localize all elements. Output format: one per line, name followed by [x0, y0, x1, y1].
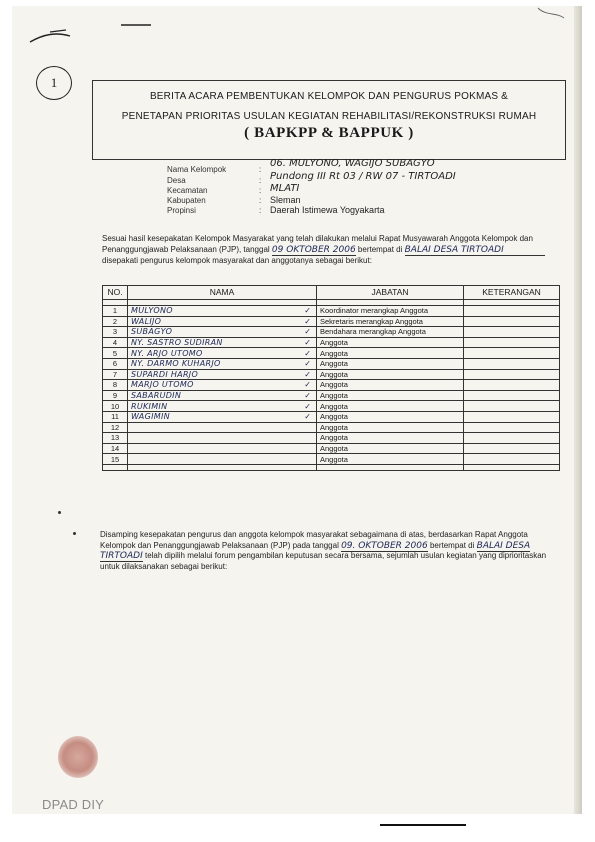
intro-text-b: bertempat di — [357, 244, 403, 254]
title-line-1: BERITA ACARA PEMBENTUKAN KELOMPOK DAN PENGURUS POKMAS & — [149, 91, 509, 102]
members-table — [102, 285, 560, 471]
row-number: 4 — [103, 337, 128, 348]
row-number: 6 — [103, 358, 128, 369]
member-name: NY. DARMO KUHARJO — [131, 359, 221, 369]
archive-seal-logo — [58, 736, 98, 778]
member-remarks — [464, 358, 560, 369]
colon: : — [259, 196, 262, 205]
member-remarks — [464, 327, 560, 338]
member-name-cell — [128, 390, 317, 401]
member-position: Anggota — [317, 422, 464, 433]
row-number: 8 — [103, 380, 128, 391]
archive-watermark: DPAD DIY — [42, 797, 105, 812]
table-row — [103, 422, 560, 433]
member-position: Anggota — [317, 348, 464, 359]
member-remarks — [464, 306, 560, 317]
member-name-cell — [128, 401, 317, 412]
priority-meeting-date: 09. OKTOBER 2006 — [341, 540, 428, 551]
check-mark-icon: ✓ — [304, 327, 311, 337]
check-mark-icon: ✓ — [304, 306, 311, 316]
check-mark-icon: ✓ — [304, 338, 311, 348]
member-name: WALIJO — [131, 316, 162, 326]
title-acronym: ( BAPKPP & BAPPUK ) — [244, 125, 414, 141]
row-number: 7 — [103, 369, 128, 380]
member-remarks — [464, 316, 560, 327]
member-name-cell — [128, 316, 317, 327]
row-number: 2 — [103, 316, 128, 327]
member-position: Anggota — [317, 369, 464, 380]
label-desa: Desa — [167, 176, 186, 185]
table-row — [103, 337, 560, 348]
header-no: NO. — [103, 286, 128, 300]
row-number: 14 — [103, 443, 128, 454]
table-row — [103, 443, 560, 454]
closing-text-b: bertempat di — [429, 540, 475, 550]
value-propinsi: Daerah Istimewa Yogyakarta — [270, 205, 385, 215]
bottom-rule — [380, 824, 466, 826]
table-row — [103, 369, 560, 380]
row-number: 3 — [103, 327, 128, 338]
value-kecamatan: MLATI — [270, 183, 300, 194]
member-position: Anggota — [317, 411, 464, 422]
member-name: NY. ARJO UTOMO — [131, 348, 203, 358]
table-row — [103, 380, 560, 391]
document-number: 1 — [36, 66, 72, 100]
margin-dot — [58, 511, 61, 514]
value-kabupaten: Sleman — [270, 195, 301, 205]
corner-mark — [532, 6, 572, 22]
title-line-2: PENETAPAN PRIORITAS USULAN KEGIATAN REHABILITASI/REKONSTRUKSI RUMAH — [121, 111, 537, 122]
member-remarks — [464, 348, 560, 359]
member-remarks — [464, 454, 560, 465]
value-nama-kelompok: 06. MULYONO, WAGIJO SUBAGYO — [270, 158, 435, 169]
table-row — [103, 454, 560, 465]
member-name: NY. SASTRO SUDIRAN — [131, 338, 223, 348]
member-remarks — [464, 411, 560, 422]
check-mark-icon: ✓ — [304, 348, 311, 358]
member-name-cell — [128, 422, 317, 433]
member-position: Anggota — [317, 443, 464, 454]
table-row — [103, 348, 560, 359]
meeting-date: 09 OKTOBER 2006 — [271, 244, 356, 255]
row-number: 10 — [103, 401, 128, 412]
colon: : — [259, 186, 262, 195]
table-row — [103, 411, 560, 422]
check-mark-icon: ✓ — [304, 316, 311, 326]
colon: : — [259, 176, 262, 185]
header-keterangan: KETERANGAN — [464, 286, 560, 300]
row-number: 11 — [103, 411, 128, 422]
value-desa: Pundong III Rt 03 / RW 07 - TIRTOADI — [270, 171, 456, 182]
row-number: 5 — [103, 348, 128, 359]
member-remarks — [464, 337, 560, 348]
member-position: Sekretaris merangkap Anggota — [317, 316, 464, 327]
member-name: WAGIMIN — [131, 412, 170, 422]
colon: : — [259, 206, 262, 215]
member-remarks — [464, 369, 560, 380]
document-page — [12, 6, 582, 814]
check-mark-icon: ✓ — [304, 391, 311, 401]
label-kecamatan: Kecamatan — [167, 186, 208, 195]
table-row — [103, 316, 560, 327]
member-name-cell — [128, 369, 317, 380]
member-remarks — [464, 422, 560, 433]
check-mark-icon: ✓ — [304, 380, 311, 390]
table-row — [103, 327, 560, 338]
member-name-cell — [128, 411, 317, 422]
member-remarks — [464, 401, 560, 412]
member-remarks — [464, 390, 560, 401]
check-mark-icon: ✓ — [304, 359, 311, 369]
member-position: Koordinator merangkap Anggota — [317, 306, 464, 317]
header-jabatan: JABATAN — [317, 286, 464, 300]
margin-dot — [73, 532, 76, 535]
member-name: SABARUDIN — [131, 391, 182, 401]
spacer-row — [103, 464, 560, 470]
label-nama-kelompok: Nama Kelompok — [167, 165, 227, 174]
member-remarks — [464, 433, 560, 444]
check-mark-icon: ✓ — [304, 412, 311, 422]
closing-paragraph — [100, 530, 557, 572]
member-position: Anggota — [317, 380, 464, 391]
member-name-cell — [128, 454, 317, 465]
priority-meeting-place: BALAI DESA TIRTOADI — [100, 540, 531, 561]
intro-text-c: disepakati pengurus kelompok masyarakat dan anggotanya sebagai berikut: — [102, 256, 372, 265]
label-kabupaten: Kabupaten — [167, 196, 206, 205]
member-name: MULYONO — [131, 306, 173, 316]
table-header-row — [103, 286, 560, 300]
member-position: Anggota — [317, 390, 464, 401]
check-mark-icon: ✓ — [304, 369, 311, 379]
table-row — [103, 433, 560, 444]
check-mark-icon: ✓ — [304, 401, 311, 411]
member-name: SUPARDI HARJO — [131, 369, 199, 379]
colon: : — [259, 165, 262, 174]
row-number: 1 — [103, 306, 128, 317]
page-edge-shadow — [574, 6, 582, 814]
member-name-cell — [128, 306, 317, 317]
member-name: SUBAGYO — [131, 327, 173, 337]
meeting-place: BALAI DESA TIRTOADI — [405, 245, 545, 257]
row-number: 13 — [103, 433, 128, 444]
member-position: Anggota — [317, 433, 464, 444]
member-name-cell — [128, 443, 317, 454]
member-name-cell — [128, 433, 317, 444]
member-remarks — [464, 443, 560, 454]
table-row — [103, 358, 560, 369]
pen-scribble-mark — [26, 20, 166, 46]
title-box — [92, 80, 566, 160]
intro-text-a: Sesuai hasil kesepakatan Kelompok Masyarakat yang telah dilakukan melalui Rapat Musyawarah Anggota Kelompok dan Penanggungjawab Pelaksanaan (PJP), tanggal — [102, 234, 533, 254]
member-name-cell — [128, 327, 317, 338]
member-name-cell — [128, 380, 317, 391]
row-number: 15 — [103, 454, 128, 465]
member-name-cell — [128, 337, 317, 348]
member-name-cell — [128, 358, 317, 369]
table-row — [103, 306, 560, 317]
member-position: Anggota — [317, 401, 464, 412]
member-position: Anggota — [317, 454, 464, 465]
member-name: RUKIMIN — [131, 401, 168, 411]
label-propinsi: Propinsi — [167, 206, 196, 215]
header-nama: NAMA — [128, 286, 317, 300]
row-number: 9 — [103, 390, 128, 401]
closing-text-c: telah dipilih melalui forum pengambilan keputusan secara bersama, sejumlah usulan kegiatan yang diprioritaskan untuk dilaksanakan sebagai berikut: — [100, 551, 547, 571]
member-remarks — [464, 380, 560, 391]
member-position: Anggota — [317, 358, 464, 369]
row-number: 12 — [103, 422, 128, 433]
member-position: Anggota — [317, 337, 464, 348]
table-row — [103, 401, 560, 412]
member-name: MARJO UTOMO — [131, 380, 194, 390]
closing-text-a: Disamping kesepakatan pengurus dan anggota kelompok masyarakat sebagaimana di atas, berdasarkan Rapat Anggota Kelompok dan Penanggungjawab Pelaksanaan (PJP) pada tanggal — [100, 530, 528, 550]
member-name-cell — [128, 348, 317, 359]
member-position: Bendahara merangkap Anggota — [317, 327, 464, 338]
table-row — [103, 390, 560, 401]
intro-paragraph — [102, 234, 557, 267]
